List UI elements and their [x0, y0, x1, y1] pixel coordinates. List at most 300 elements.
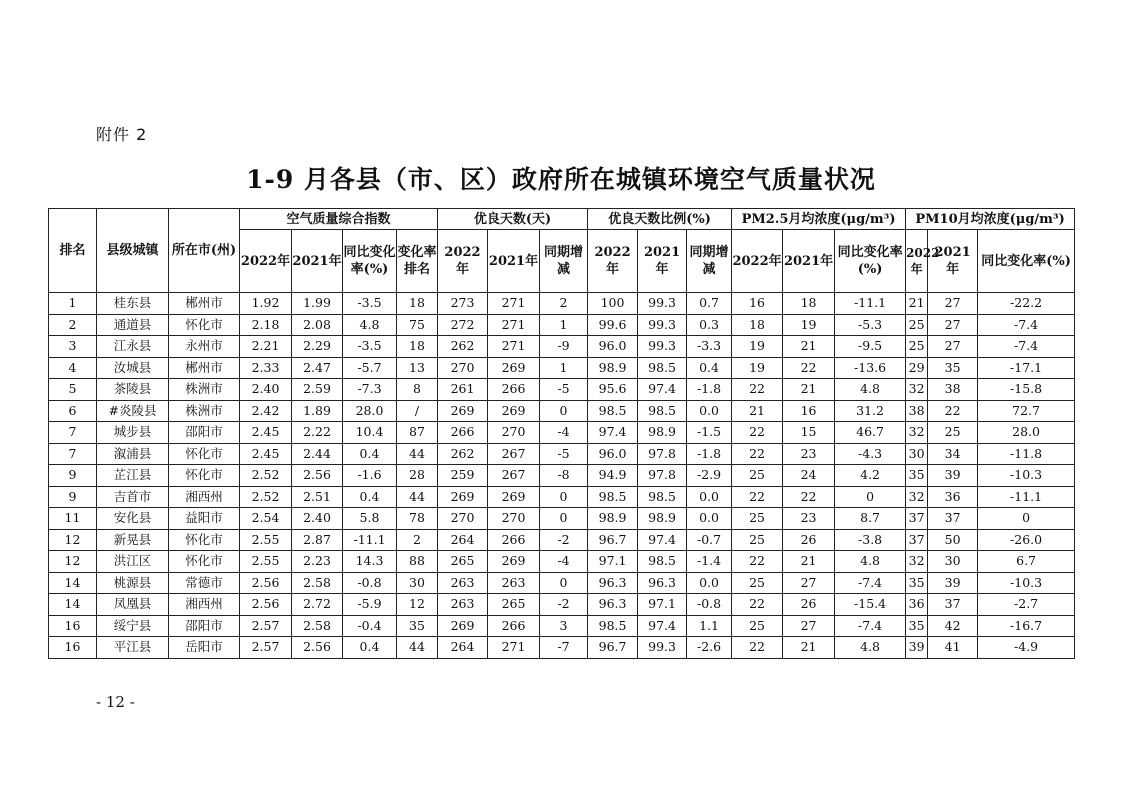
cell-pm10-yoy: -7.4 — [978, 314, 1075, 336]
cell-aqi-change-rank: 88 — [397, 551, 438, 573]
cell-pm10-2021: 25 — [928, 422, 978, 444]
cell-pm10-2021: 35 — [928, 357, 978, 379]
cell-days-2022: 266 — [438, 422, 488, 444]
header-pm10-2021: 2021年 — [928, 230, 978, 293]
cell-rank: 1 — [49, 293, 97, 315]
cell-ratio-change: -0.7 — [687, 529, 732, 551]
cell-rank: 14 — [49, 594, 97, 616]
cell-days-2022: 265 — [438, 551, 488, 573]
header-pm25-2021: 2021年 — [783, 230, 835, 293]
table-row — [49, 357, 1075, 379]
cell-days-2022: 264 — [438, 529, 488, 551]
cell-pm25-yoy: 46.7 — [835, 422, 906, 444]
cell-aqi-change-rank: 18 — [397, 336, 438, 358]
cell-pm25-2021: 19 — [783, 314, 835, 336]
cell-city: 湘西州 — [169, 486, 240, 508]
cell-pm25-2022: 22 — [732, 594, 783, 616]
cell-pm10-2021: 22 — [928, 400, 978, 422]
cell-pm10-2021: 39 — [928, 465, 978, 487]
cell-city: 湘西州 — [169, 594, 240, 616]
cell-aqi-2021: 2.56 — [292, 637, 343, 659]
cell-city: 郴州市 — [169, 293, 240, 315]
cell-pm10-yoy: -10.3 — [978, 572, 1075, 594]
table-row — [49, 529, 1075, 551]
cell-pm25-yoy: -15.4 — [835, 594, 906, 616]
cell-ratio-change: -1.8 — [687, 379, 732, 401]
cell-pm25-2022: 19 — [732, 336, 783, 358]
cell-pm10-2022: 25 — [906, 336, 928, 358]
cell-aqi-2021: 2.72 — [292, 594, 343, 616]
cell-days-change: 3 — [540, 615, 588, 637]
cell-ratio-2021: 97.8 — [638, 465, 687, 487]
cell-days-change: 0 — [540, 486, 588, 508]
cell-pm10-2022: 35 — [906, 465, 928, 487]
table-row — [49, 465, 1075, 487]
cell-aqi-change-rank: 44 — [397, 486, 438, 508]
cell-county: 溆浦县 — [97, 443, 169, 465]
cell-aqi-yoy: -1.6 — [343, 465, 397, 487]
cell-ratio-change: -1.4 — [687, 551, 732, 573]
cell-rank: 7 — [49, 422, 97, 444]
cell-rank: 7 — [49, 443, 97, 465]
table-row — [49, 594, 1075, 616]
cell-rank: 9 — [49, 465, 97, 487]
header-aqi-yoy: 同比变化率(%) — [343, 230, 397, 293]
cell-pm10-2022: 25 — [906, 314, 928, 336]
cell-rank: 12 — [49, 529, 97, 551]
cell-aqi-2021: 2.44 — [292, 443, 343, 465]
cell-aqi-yoy: 10.4 — [343, 422, 397, 444]
cell-pm10-2021: 27 — [928, 336, 978, 358]
cell-aqi-yoy: 28.0 — [343, 400, 397, 422]
cell-ratio-change: 0.0 — [687, 572, 732, 594]
table-row — [49, 336, 1075, 358]
cell-county: 洪江区 — [97, 551, 169, 573]
cell-days-change: -5 — [540, 443, 588, 465]
header-days-change: 同期增减 — [540, 230, 588, 293]
cell-pm25-yoy: 31.2 — [835, 400, 906, 422]
cell-pm10-2021: 38 — [928, 379, 978, 401]
cell-days-2022: 269 — [438, 400, 488, 422]
cell-aqi-yoy: -3.5 — [343, 336, 397, 358]
cell-pm25-2022: 22 — [732, 486, 783, 508]
cell-pm10-2021: 27 — [928, 314, 978, 336]
cell-days-2022: 270 — [438, 508, 488, 530]
cell-days-2021: 269 — [488, 400, 540, 422]
cell-aqi-2021: 2.47 — [292, 357, 343, 379]
cell-days-2021: 266 — [488, 529, 540, 551]
cell-aqi-2022: 2.42 — [240, 400, 292, 422]
cell-aqi-yoy: -5.7 — [343, 357, 397, 379]
cell-pm10-2021: 27 — [928, 293, 978, 315]
cell-days-2021: 271 — [488, 336, 540, 358]
cell-pm10-2021: 36 — [928, 486, 978, 508]
cell-city: 怀化市 — [169, 529, 240, 551]
cell-aqi-2022: 2.55 — [240, 551, 292, 573]
cell-pm10-2022: 32 — [906, 422, 928, 444]
cell-pm10-yoy: -26.0 — [978, 529, 1075, 551]
cell-city: 株洲市 — [169, 400, 240, 422]
header-group-good-ratio: 优良天数比例(%) — [588, 209, 732, 230]
cell-city: 怀化市 — [169, 314, 240, 336]
cell-rank: 3 — [49, 336, 97, 358]
cell-aqi-2021: 2.58 — [292, 615, 343, 637]
cell-days-2021: 266 — [488, 615, 540, 637]
cell-aqi-yoy: 5.8 — [343, 508, 397, 530]
cell-aqi-yoy: -5.9 — [343, 594, 397, 616]
cell-county: 安化县 — [97, 508, 169, 530]
cell-aqi-change-rank: 35 — [397, 615, 438, 637]
cell-days-2022: 263 — [438, 594, 488, 616]
air-quality-table — [48, 208, 1075, 659]
cell-pm25-yoy: -13.6 — [835, 357, 906, 379]
cell-days-2021: 265 — [488, 594, 540, 616]
cell-pm25-yoy: -3.8 — [835, 529, 906, 551]
cell-pm10-2021: 34 — [928, 443, 978, 465]
table-row — [49, 637, 1075, 659]
cell-aqi-2022: 2.56 — [240, 594, 292, 616]
header-ratio-change: 同期增减 — [687, 230, 732, 293]
cell-aqi-2022: 2.45 — [240, 443, 292, 465]
cell-aqi-2022: 2.18 — [240, 314, 292, 336]
cell-pm25-yoy: 4.8 — [835, 551, 906, 573]
cell-days-2021: 267 — [488, 465, 540, 487]
cell-pm10-yoy: -2.7 — [978, 594, 1075, 616]
table-row — [49, 443, 1075, 465]
cell-aqi-2022: 1.92 — [240, 293, 292, 315]
cell-days-change: -9 — [540, 336, 588, 358]
table-row — [49, 400, 1075, 422]
cell-county: 茶陵县 — [97, 379, 169, 401]
cell-days-2022: 269 — [438, 615, 488, 637]
cell-pm10-yoy: -17.1 — [978, 357, 1075, 379]
cell-days-2022: 272 — [438, 314, 488, 336]
cell-ratio-change: -3.3 — [687, 336, 732, 358]
cell-pm10-2021: 41 — [928, 637, 978, 659]
cell-city: 邵阳市 — [169, 422, 240, 444]
cell-aqi-2022: 2.57 — [240, 637, 292, 659]
cell-ratio-2022: 95.6 — [588, 379, 638, 401]
cell-days-2021: 263 — [488, 572, 540, 594]
cell-city: 怀化市 — [169, 465, 240, 487]
header-group-pm25: PM2.5月均浓度(μg/m³) — [732, 209, 906, 230]
cell-rank: 6 — [49, 400, 97, 422]
cell-days-change: 0 — [540, 508, 588, 530]
cell-pm10-2022: 37 — [906, 508, 928, 530]
cell-pm25-2022: 25 — [732, 529, 783, 551]
table-row — [49, 615, 1075, 637]
cell-aqi-yoy: 4.8 — [343, 314, 397, 336]
cell-pm10-yoy: 0 — [978, 508, 1075, 530]
cell-pm25-2021: 24 — [783, 465, 835, 487]
cell-county: 平江县 — [97, 637, 169, 659]
cell-aqi-2021: 2.51 — [292, 486, 343, 508]
cell-rank: 9 — [49, 486, 97, 508]
cell-days-2021: 270 — [488, 422, 540, 444]
cell-aqi-2022: 2.54 — [240, 508, 292, 530]
cell-aqi-change-rank: 78 — [397, 508, 438, 530]
cell-pm25-2022: 25 — [732, 508, 783, 530]
cell-ratio-2021: 97.4 — [638, 379, 687, 401]
cell-city: 怀化市 — [169, 551, 240, 573]
cell-pm10-yoy: -11.1 — [978, 486, 1075, 508]
header-rank: 排名 — [49, 209, 97, 293]
cell-city: 益阳市 — [169, 508, 240, 530]
cell-city: 常德市 — [169, 572, 240, 594]
cell-aqi-yoy: -0.8 — [343, 572, 397, 594]
cell-aqi-change-rank: 44 — [397, 637, 438, 659]
cell-aqi-yoy: -0.4 — [343, 615, 397, 637]
cell-aqi-change-rank: 2 — [397, 529, 438, 551]
cell-days-2021: 271 — [488, 293, 540, 315]
cell-aqi-yoy: 14.3 — [343, 551, 397, 573]
cell-ratio-2021: 97.1 — [638, 594, 687, 616]
cell-county: 凤凰县 — [97, 594, 169, 616]
cell-pm25-yoy: 4.8 — [835, 637, 906, 659]
cell-ratio-change: -0.8 — [687, 594, 732, 616]
cell-aqi-change-rank: 30 — [397, 572, 438, 594]
table-row — [49, 551, 1075, 573]
cell-pm10-yoy: -4.9 — [978, 637, 1075, 659]
cell-ratio-2021: 99.3 — [638, 336, 687, 358]
cell-aqi-2021: 2.58 — [292, 572, 343, 594]
cell-ratio-2021: 98.5 — [638, 551, 687, 573]
cell-pm25-2022: 21 — [732, 400, 783, 422]
cell-days-2021: 269 — [488, 551, 540, 573]
cell-days-2021: 267 — [488, 443, 540, 465]
cell-pm10-yoy: 6.7 — [978, 551, 1075, 573]
cell-pm25-2022: 22 — [732, 422, 783, 444]
cell-days-2021: 270 — [488, 508, 540, 530]
cell-pm25-yoy: -5.3 — [835, 314, 906, 336]
cell-pm25-2022: 18 — [732, 314, 783, 336]
cell-days-2022: 270 — [438, 357, 488, 379]
cell-pm25-2021: 26 — [783, 529, 835, 551]
cell-pm10-yoy: -22.2 — [978, 293, 1075, 315]
header-ratio-2022: 2022年 — [588, 230, 638, 293]
cell-days-2021: 271 — [488, 637, 540, 659]
cell-pm25-2021: 26 — [783, 594, 835, 616]
cell-aqi-2022: 2.57 — [240, 615, 292, 637]
cell-aqi-2021: 2.40 — [292, 508, 343, 530]
cell-days-2022: 264 — [438, 637, 488, 659]
cell-days-change: -2 — [540, 594, 588, 616]
cell-county: 吉首市 — [97, 486, 169, 508]
cell-pm25-2021: 21 — [783, 551, 835, 573]
attachment-label: 附件 2 — [96, 125, 148, 144]
cell-aqi-2021: 2.87 — [292, 529, 343, 551]
cell-aqi-2022: 2.55 — [240, 529, 292, 551]
cell-city: 郴州市 — [169, 357, 240, 379]
cell-aqi-2021: 2.23 — [292, 551, 343, 573]
cell-ratio-change: -1.5 — [687, 422, 732, 444]
table-row — [49, 293, 1075, 315]
cell-ratio-2021: 98.5 — [638, 486, 687, 508]
cell-pm10-2022: 30 — [906, 443, 928, 465]
cell-ratio-2021: 99.3 — [638, 293, 687, 315]
header-group-pm10: PM10月均浓度(μg/m³) — [906, 209, 1075, 230]
cell-aqi-2022: 2.52 — [240, 486, 292, 508]
cell-aqi-2022: 2.56 — [240, 572, 292, 594]
cell-aqi-yoy: -7.3 — [343, 379, 397, 401]
cell-ratio-2021: 97.4 — [638, 615, 687, 637]
cell-ratio-2022: 99.6 — [588, 314, 638, 336]
cell-aqi-change-rank: 44 — [397, 443, 438, 465]
cell-rank: 16 — [49, 637, 97, 659]
cell-days-2021: 269 — [488, 357, 540, 379]
header-days-2022: 2022年 — [438, 230, 488, 293]
cell-aqi-2021: 1.89 — [292, 400, 343, 422]
cell-pm25-2021: 23 — [783, 508, 835, 530]
cell-pm25-2022: 25 — [732, 615, 783, 637]
cell-ratio-2021: 98.9 — [638, 508, 687, 530]
cell-ratio-change: 0.0 — [687, 486, 732, 508]
cell-days-change: 0 — [540, 572, 588, 594]
cell-aqi-2021: 2.22 — [292, 422, 343, 444]
cell-pm25-yoy: -7.4 — [835, 572, 906, 594]
cell-ratio-2022: 96.0 — [588, 443, 638, 465]
cell-pm10-2022: 35 — [906, 572, 928, 594]
cell-days-2022: 262 — [438, 336, 488, 358]
cell-county: 通道县 — [97, 314, 169, 336]
cell-pm10-2022: 36 — [906, 594, 928, 616]
cell-pm25-2021: 27 — [783, 615, 835, 637]
cell-pm25-yoy: -11.1 — [835, 293, 906, 315]
cell-days-2022: 262 — [438, 443, 488, 465]
cell-aqi-yoy: 0.4 — [343, 486, 397, 508]
cell-pm10-2022: 29 — [906, 357, 928, 379]
cell-ratio-change: 0.7 — [687, 293, 732, 315]
table-row — [49, 379, 1075, 401]
cell-days-change: -5 — [540, 379, 588, 401]
cell-aqi-2022: 2.52 — [240, 465, 292, 487]
cell-ratio-2021: 99.3 — [638, 637, 687, 659]
cell-city: 邵阳市 — [169, 615, 240, 637]
cell-aqi-2021: 1.99 — [292, 293, 343, 315]
cell-days-2022: 259 — [438, 465, 488, 487]
cell-aqi-2022: 2.33 — [240, 357, 292, 379]
cell-county: 芷江县 — [97, 465, 169, 487]
cell-days-change: -8 — [540, 465, 588, 487]
cell-ratio-2021: 98.5 — [638, 357, 687, 379]
cell-county: 江永县 — [97, 336, 169, 358]
cell-pm10-2022: 32 — [906, 379, 928, 401]
cell-ratio-change: -2.6 — [687, 637, 732, 659]
header-ratio-2021: 2021年 — [638, 230, 687, 293]
cell-county: 新晃县 — [97, 529, 169, 551]
cell-ratio-2022: 98.9 — [588, 357, 638, 379]
cell-ratio-2022: 94.9 — [588, 465, 638, 487]
cell-ratio-2021: 97.8 — [638, 443, 687, 465]
cell-aqi-change-rank: 12 — [397, 594, 438, 616]
cell-pm10-2022: 35 — [906, 615, 928, 637]
cell-city: 怀化市 — [169, 443, 240, 465]
cell-ratio-2022: 96.0 — [588, 336, 638, 358]
cell-pm10-yoy: -10.3 — [978, 465, 1075, 487]
header-county: 县级城镇 — [97, 209, 169, 293]
cell-pm25-yoy: 8.7 — [835, 508, 906, 530]
cell-pm10-2022: 21 — [906, 293, 928, 315]
cell-aqi-change-rank: 87 — [397, 422, 438, 444]
cell-aqi-2022: 2.45 — [240, 422, 292, 444]
cell-pm25-2022: 22 — [732, 637, 783, 659]
cell-pm25-yoy: -4.3 — [835, 443, 906, 465]
table-row — [49, 486, 1075, 508]
cell-pm10-yoy: -11.8 — [978, 443, 1075, 465]
cell-pm25-2021: 16 — [783, 400, 835, 422]
cell-pm25-2022: 22 — [732, 551, 783, 573]
cell-pm25-2021: 22 — [783, 357, 835, 379]
cell-days-change: 1 — [540, 314, 588, 336]
table-row — [49, 508, 1075, 530]
table-body — [49, 293, 1075, 659]
cell-county: 桃源县 — [97, 572, 169, 594]
cell-days-change: 2 — [540, 293, 588, 315]
cell-pm10-2022: 32 — [906, 486, 928, 508]
header-pm10-yoy: 同比变化率(%) — [978, 230, 1075, 293]
cell-aqi-2021: 2.59 — [292, 379, 343, 401]
table-row — [49, 422, 1075, 444]
cell-pm25-2022: 16 — [732, 293, 783, 315]
cell-pm25-2022: 25 — [732, 465, 783, 487]
cell-aqi-yoy: 0.4 — [343, 637, 397, 659]
cell-days-change: -4 — [540, 551, 588, 573]
cell-days-2021: 266 — [488, 379, 540, 401]
cell-days-2021: 271 — [488, 314, 540, 336]
cell-days-2022: 269 — [438, 486, 488, 508]
cell-ratio-change: 0.0 — [687, 400, 732, 422]
cell-pm25-2021: 22 — [783, 486, 835, 508]
cell-ratio-2022: 98.9 — [588, 508, 638, 530]
cell-pm10-2021: 30 — [928, 551, 978, 573]
cell-pm10-2022: 38 — [906, 400, 928, 422]
table-row — [49, 572, 1075, 594]
cell-pm25-2021: 21 — [783, 637, 835, 659]
cell-pm10-yoy: -16.7 — [978, 615, 1075, 637]
header-pm10-2022: 2022年 — [906, 230, 928, 293]
table-row — [49, 314, 1075, 336]
cell-county: 绥宁县 — [97, 615, 169, 637]
cell-rank: 12 — [49, 551, 97, 573]
cell-county: 桂东县 — [97, 293, 169, 315]
cell-rank: 2 — [49, 314, 97, 336]
cell-ratio-2021: 98.5 — [638, 400, 687, 422]
header-pm25-2022: 2022年 — [732, 230, 783, 293]
cell-ratio-change: 0.0 — [687, 508, 732, 530]
cell-pm25-2022: 22 — [732, 379, 783, 401]
cell-city: 岳阳市 — [169, 637, 240, 659]
header-city: 所在市(州) — [169, 209, 240, 293]
header-days-2021: 2021年 — [488, 230, 540, 293]
cell-county: 汝城县 — [97, 357, 169, 379]
cell-county: 城步县 — [97, 422, 169, 444]
cell-pm10-yoy: 28.0 — [978, 422, 1075, 444]
cell-days-change: -2 — [540, 529, 588, 551]
cell-ratio-2021: 98.9 — [638, 422, 687, 444]
cell-pm10-yoy: 72.7 — [978, 400, 1075, 422]
cell-aqi-2021: 2.29 — [292, 336, 343, 358]
cell-city: 株洲市 — [169, 379, 240, 401]
cell-ratio-2022: 98.5 — [588, 615, 638, 637]
header-group-aqi: 空气质量综合指数 — [240, 209, 438, 230]
cell-rank: 11 — [49, 508, 97, 530]
cell-ratio-change: -2.9 — [687, 465, 732, 487]
cell-pm10-yoy: -15.8 — [978, 379, 1075, 401]
cell-pm10-2021: 39 — [928, 572, 978, 594]
cell-pm25-2021: 15 — [783, 422, 835, 444]
cell-pm25-yoy: -9.5 — [835, 336, 906, 358]
cell-city: 永州市 — [169, 336, 240, 358]
